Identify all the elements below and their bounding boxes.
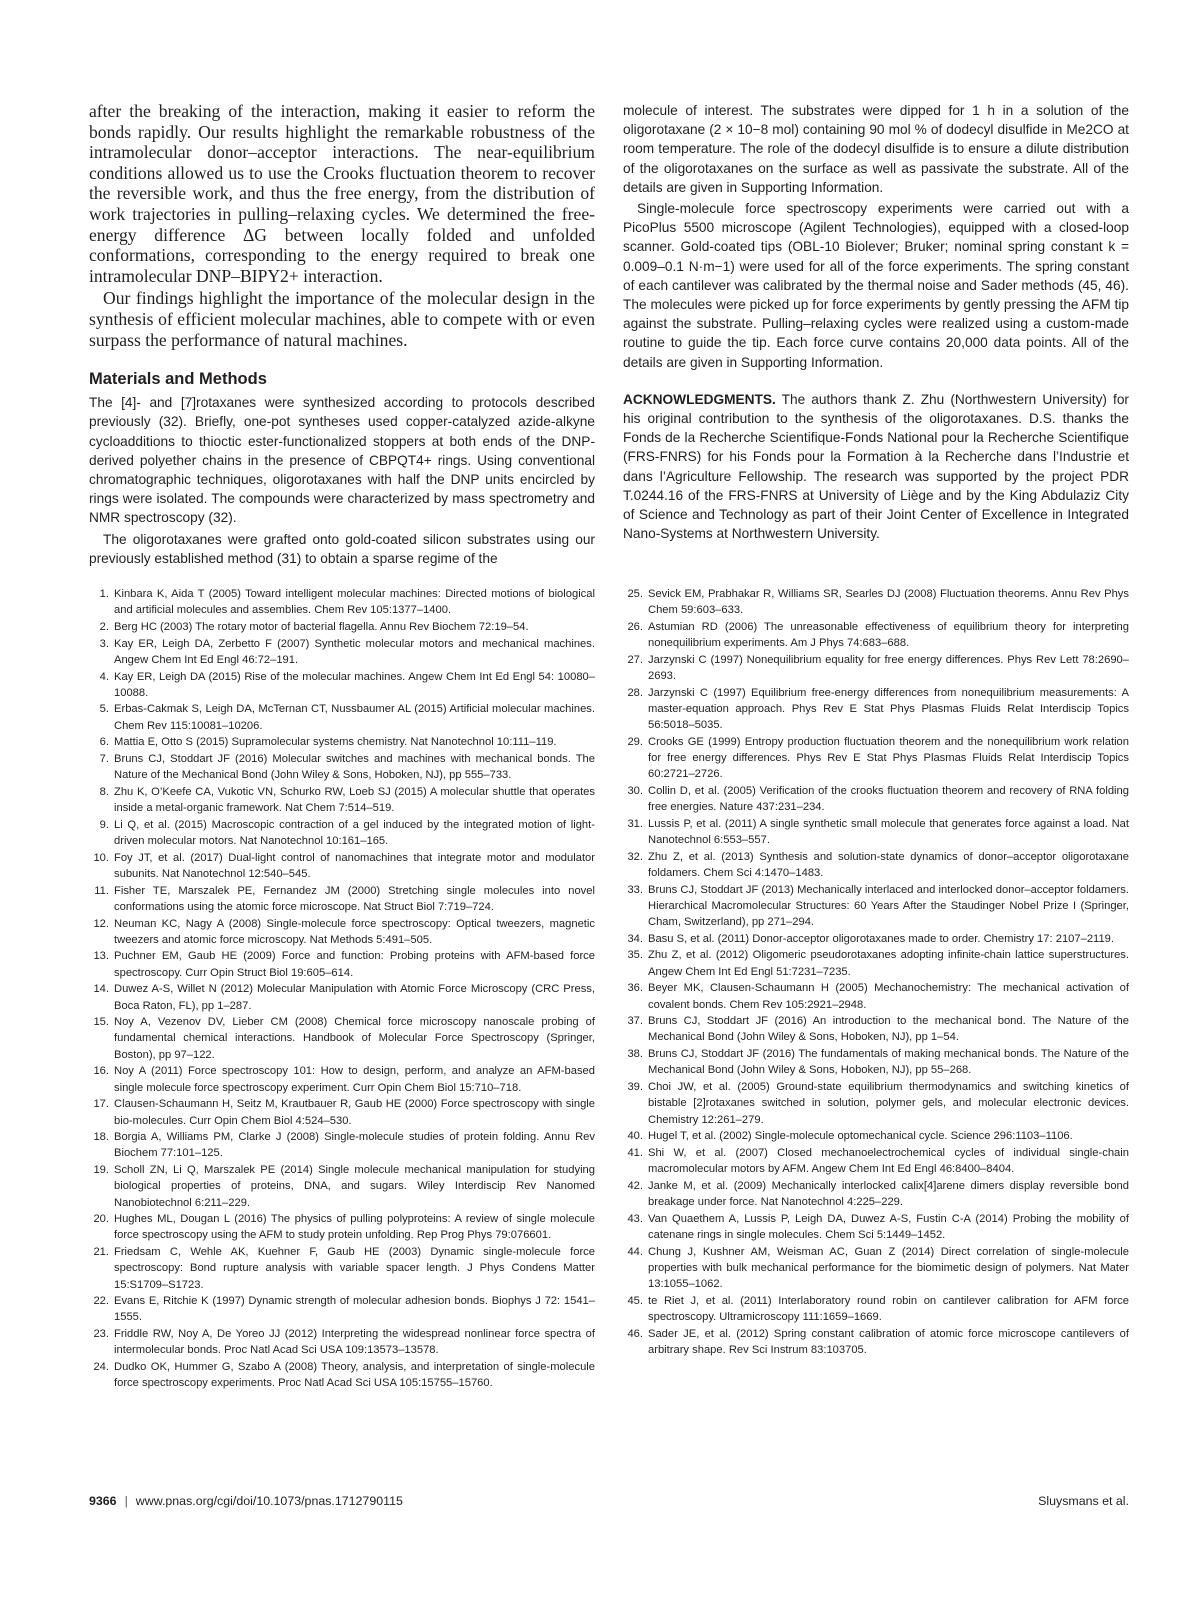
reference-number: 1. bbox=[99, 588, 109, 600]
reference-text: Noy A, Vezenov DV, Lieber CM (2008) Chemical force microscopy nanoscale probing of fundamental chemical interactions. Handbook of Molecular Force Spectroscopy (Springer, Boston), pp 97–122. bbox=[114, 1016, 595, 1061]
reference-item bbox=[89, 817, 595, 849]
reference-number: 21. bbox=[93, 1246, 109, 1259]
reference-item bbox=[623, 1178, 1129, 1210]
reference-number: 25. bbox=[627, 588, 643, 600]
reference-text: Hugel T, et al. (2002) Single-molecule optomechanical cycle. Science 296:1103–1106. bbox=[648, 1130, 1073, 1143]
reference-item bbox=[623, 1326, 1129, 1358]
reference-item bbox=[89, 734, 595, 750]
reference-text: Clausen-Schaumann H, Seitz M, Krautbauer R, Gaub HE (2000) Force spectroscopy with single bio-molecules. Curr Opin Chem Biol 4:524–530. bbox=[114, 1098, 595, 1127]
reference-text: Choi JW, et al. (2005) Ground-state equilibrium thermodynamics and switching kinetics of bistable [2]rotaxanes switched in solution, polymer gels, and molecular electronic devices. Chemistry 12:261–279. bbox=[648, 1081, 1129, 1126]
reference-number: 6. bbox=[99, 736, 109, 749]
reference-item bbox=[89, 1244, 595, 1293]
reference-item bbox=[89, 619, 595, 635]
reference-number: 16. bbox=[93, 1065, 109, 1078]
reference-text: Sader JE, et al. (2012) Spring constant calibration of atomic force microscope cantilevers of arbitrary shape. Rev Sci Instrum 83:103705. bbox=[648, 1327, 1129, 1356]
reference-number: 34. bbox=[627, 932, 643, 945]
reference-number: 35. bbox=[627, 949, 643, 962]
reference-text: Li Q, et al. (2015) Macroscopic contraction of a gel induced by the integrated motion of light-driven molecular motors. Nat Nanotechnol 10:161–165. bbox=[114, 818, 595, 848]
reference-number: 7. bbox=[99, 753, 109, 766]
reference-item bbox=[89, 1293, 595, 1325]
reference-number: 8. bbox=[99, 785, 109, 798]
body-paragraph: molecule of interest. The substrates were dipped for 1 h in a solution of the oligorotaxane (2 × 10−8 mol) containing 90 mol % of dodecyl disulfide in Me2CO at room temperature. The role of the dodecyl disulfide is to ensure a dilute distribution of the oligorotaxanes on the surface as well as passivate the substrate. All of the details are given in Supporting Information. bbox=[623, 103, 1129, 195]
reference-text: Zhu K, O’Keefe CA, Vukotic VN, Schurko RW, Loeb SJ (2015) A molecular shuttle that operates inside a metal-organic framework. Nat Chem 7:514–519. bbox=[114, 785, 595, 815]
reference-number: 29. bbox=[627, 735, 643, 748]
reference-item bbox=[89, 784, 595, 816]
reference-item bbox=[89, 1211, 595, 1243]
reference-number: 40. bbox=[627, 1130, 643, 1143]
reference-item bbox=[89, 981, 595, 1013]
right-column bbox=[623, 101, 1129, 543]
reference-item bbox=[623, 1013, 1129, 1045]
reference-number: 43. bbox=[627, 1212, 643, 1225]
reference-text: Fisher TE, Marszalek PE, Fernandez JM (2000) Stretching single molecules into novel conformations using the atomic force microscope. Nat Struct Biol 7:719–724. bbox=[114, 884, 595, 913]
reference-text: te Riet J, et al. (2011) Interlaboratory round robin on cantilever calibration for AFM force spectroscopy. Ultramicroscopy 111:1659–1669. bbox=[648, 1294, 1129, 1323]
reference-item bbox=[623, 1128, 1129, 1144]
reference-number: 12. bbox=[93, 917, 109, 930]
reference-item bbox=[623, 1145, 1129, 1177]
reference-text: Erbas-Cakmak S, Leigh DA, McTernan CT, Nussbaumer AL (2015) Artificial molecular machines. Chem Rev 115:10081–10206. bbox=[114, 703, 595, 732]
reference-text: Beyer MK, Clausen-Schaumann H (2005) Mechanochemistry: The mechanical activation of covalent bonds. Chem Rev 105:2921–2948. bbox=[648, 982, 1129, 1011]
reference-text: Scholl ZN, Li Q, Marszalek PE (2014) Single molecule mechanical manipulation for studying biological properties of proteins, DNA, and sugars. Wiley Interdiscip Rev Nanomed Nanobiotechnol 6:211–229. bbox=[114, 1164, 595, 1209]
reference-number: 42. bbox=[627, 1179, 643, 1192]
reference-number: 27. bbox=[627, 653, 643, 666]
reference-number: 37. bbox=[627, 1015, 643, 1028]
acknowledgments-text: The authors thank Z. Zhu (Northwestern University) for his original contribution to the synthesis of the oligorotaxanes. D.S. thanks the Fonds de la Recherche Scientifique-Fonds National pour la Recherche Scientifique (FRS-FNRS) for his Fonds pour la Formation à la Recherche dans l’Industrie et dans l’Agriculture Fellowship. The research was supported by the project PDR T.0244.16 of the FRS-FNRS at University of Liège and by the King Abdulaziz City of Science and Technology as part of their Joint Center of Excellence in Integrated Nano-Systems at Northwestern University. bbox=[623, 391, 1129, 542]
reference-number: 26. bbox=[627, 620, 643, 633]
reference-text: Kay ER, Leigh DA (2015) Rise of the molecular machines. Angew Chem Int Ed Engl 54: 10080–10088. bbox=[114, 670, 595, 699]
reference-item bbox=[623, 586, 1129, 618]
reference-item bbox=[623, 685, 1129, 734]
reference-number: 10. bbox=[93, 851, 109, 864]
reference-number: 13. bbox=[93, 950, 109, 963]
page-footer bbox=[89, 1494, 1129, 1508]
reference-item bbox=[623, 947, 1129, 979]
reference-item bbox=[89, 1326, 595, 1358]
reference-text: Noy A (2011) Force spectroscopy 101: How to design, perform, and analyze an AFM-based single molecule force spectroscopy experiment. Curr Opin Chem Biol 15:710–718. bbox=[114, 1065, 595, 1094]
reference-number: 5. bbox=[99, 703, 109, 716]
reference-text: Hughes ML, Dougan L (2016) The physics of pulling polyproteins: A review of single molecule force spectroscopy using the AFM to study protein unfolding. Rep Prog Phys 79:076601. bbox=[114, 1213, 595, 1242]
references-left bbox=[89, 586, 595, 1392]
body-paragraph: Single-molecule force spectroscopy experiments were carried out with a PicoPlus 5500 microscope (Agilent Technologies), equipped with a closed-loop scanner. Gold-coated tips (OBL-10 Biolever; Bruker; nominal spring constant k = 0.009–0.1 N·m−1) were used for all of the force experiments. The spring constant of each cantilever was calibrated by the thermal noise and Sader methods (45, 46). The molecules were picked up for force experiments by gently pressing the AFM tip against the substrate. Pulling–relaxing cycles were realized using a custom-made routine to guide the tip. Each force curve contains 20,000 data points. All of the details are given in Supporting Information. bbox=[623, 201, 1129, 370]
reference-number: 14. bbox=[93, 983, 109, 996]
reference-item bbox=[89, 1162, 595, 1211]
footer-separator: | bbox=[124, 1494, 128, 1508]
reference-item bbox=[623, 783, 1129, 815]
reference-number: 44. bbox=[627, 1245, 643, 1258]
reference-number: 19. bbox=[93, 1164, 109, 1177]
reference-item bbox=[89, 1129, 595, 1161]
reference-number: 38. bbox=[627, 1048, 643, 1061]
reference-text: Berg HC (2003) The rotary motor of bacterial flagella. Annu Rev Biochem 72:19–54. bbox=[114, 620, 529, 633]
reference-text: Borgia A, Williams PM, Clarke J (2008) Single-molecule studies of protein folding. Annu Rev Biochem 77:101–125. bbox=[114, 1131, 595, 1160]
reference-number: 33. bbox=[627, 883, 643, 896]
reference-text: Lussis P, et al. (2011) A single synthetic small molecule that generates force against a load. Nat Nanotechnol 6:553–557. bbox=[648, 817, 1129, 847]
reference-item bbox=[89, 751, 595, 783]
acknowledgments bbox=[623, 390, 1129, 544]
acknowledgments-title: ACKNOWLEDGMENTS. bbox=[623, 391, 776, 407]
reference-item bbox=[623, 1079, 1129, 1128]
reference-item bbox=[623, 1046, 1129, 1078]
reference-item bbox=[89, 948, 595, 980]
reference-item bbox=[89, 883, 595, 915]
reference-item bbox=[623, 1244, 1129, 1293]
section-heading: Materials and Methods bbox=[89, 370, 267, 389]
reference-number: 28. bbox=[627, 686, 643, 699]
reference-text: Basu S, et al. (2011) Donor-acceptor oligorotaxanes made to order. Chemistry 17: 2107–2119. bbox=[648, 932, 1114, 945]
reference-text: Zhu Z, et al. (2013) Synthesis and solution-state dynamics of donor–acceptor oligorotaxane foldamers. Chem Sci 4:1470–1483. bbox=[648, 850, 1129, 879]
reference-text: Duwez A-S, Willet N (2012) Molecular Manipulation with Atomic Force Microscopy (CRC Press, Boca Raton, FL), pp 1–287. bbox=[114, 983, 595, 1012]
body-paragraph: Our findings highlight the importance of the molecular design in the synthesis of efficient molecular machines, able to compete with or even surpass the performance of natural machines. bbox=[89, 288, 595, 350]
reference-number: 41. bbox=[627, 1146, 643, 1159]
references-right bbox=[623, 586, 1129, 1359]
reference-text: Bruns CJ, Stoddart JF (2013) Mechanically interlaced and interlocked donor–acceptor foldamers. Hierarchical Macromolecular Structures: 60 Years After the Staudinger Nobel Prize I (Springer, Cham, Switzerland), pp 271–294. bbox=[648, 883, 1129, 929]
reference-item bbox=[623, 1211, 1129, 1243]
body-paragraph: The [4]- and [7]rotaxanes were synthesized according to protocols described previously (32). Briefly, one-pot syntheses used copper-catalyzed azide-alkyne cycloadditions to thioctic ester-functionalized stoppers at both ends of the DNP-derived polyether chains in the presence of CBPQT4+ rings. Using conventional chromatographic techniques, oligorotaxanes with half the DNP units encircled by rings were isolated. The compounds were characterized by mass spectrometry and NMR spectroscopy (32). bbox=[89, 395, 595, 526]
running-authors: Sluysmans et al. bbox=[1038, 1494, 1129, 1508]
reference-text: Kay ER, Leigh DA, Zerbetto F (2007) Synthetic molecular motors and mechanical machines. Angew Chem Int Ed Engl 46:72–191. bbox=[114, 637, 595, 666]
reference-item bbox=[89, 850, 595, 882]
page-number: 9366 bbox=[89, 1494, 117, 1508]
reference-item bbox=[89, 1014, 595, 1063]
reference-item bbox=[623, 849, 1129, 881]
reference-number: 30. bbox=[627, 784, 643, 797]
reference-number: 4. bbox=[99, 670, 109, 683]
reference-number: 23. bbox=[93, 1328, 109, 1341]
reference-item bbox=[623, 816, 1129, 848]
reference-item bbox=[89, 916, 595, 948]
reference-text: Evans E, Ritchie K (1997) Dynamic strength of molecular adhesion bonds. Biophys J 72: 1541–1555. bbox=[114, 1295, 595, 1324]
reference-item bbox=[623, 1293, 1129, 1325]
reference-number: 31. bbox=[627, 817, 643, 830]
reference-text: Astumian RD (2006) The unreasonable effectiveness of equilibrium theory for interpreting nonequilibrium experiments. Am J Phys 74:683–688. bbox=[648, 620, 1129, 650]
reference-number: 9. bbox=[99, 818, 109, 831]
reference-text: Van Quaethem A, Lussis P, Leigh DA, Duwez A-S, Fustin C-A (2014) Probing the mobility of catenane rings in single molecules. Chem Sci 5:1449–1452. bbox=[648, 1212, 1129, 1241]
reference-item bbox=[89, 586, 595, 618]
reference-item bbox=[89, 1359, 595, 1391]
reference-text: Jarzynski C (1997) Nonequilibrium equality for free energy differences. Phys Rev Lett 78:2690–2693. bbox=[648, 653, 1129, 683]
reference-number: 20. bbox=[93, 1213, 109, 1226]
reference-text: Crooks GE (1999) Entropy production fluctuation theorem and the nonequilibrium work relation for free energy differences. Phys Rev E Stat Phys Plasmas Fluids Relat Interdiscip Topics 60:2721–2726. bbox=[648, 735, 1129, 781]
reference-number: 32. bbox=[627, 850, 643, 863]
reference-item bbox=[89, 1063, 595, 1095]
doi-link[interactable]: www.pnas.org/cgi/doi/10.1073/pnas.1712790115 bbox=[135, 1494, 403, 1508]
reference-number: 18. bbox=[93, 1131, 109, 1144]
reference-text: Sevick EM, Prabhakar R, Williams SR, Searles DJ (2008) Fluctuation theorems. Annu Rev Phys Chem 59:603–633. bbox=[648, 588, 1129, 617]
reference-text: Bruns CJ, Stoddart JF (2016) The fundamentals of making mechanical bonds. The Nature of the Mechanical Bond (John Wiley & Sons, Hoboken, NJ), pp 55–268. bbox=[648, 1048, 1129, 1077]
reference-number: 46. bbox=[627, 1327, 643, 1340]
reference-item bbox=[623, 980, 1129, 1012]
reference-number: 15. bbox=[93, 1016, 109, 1029]
reference-number: 39. bbox=[627, 1081, 643, 1094]
reference-text: Bruns CJ, Stoddart JF (2016) An introduction to the mechanical bond. The Nature of the Mechanical Bond (John Wiley & Sons, Hoboken, NJ), pp 1–54. bbox=[648, 1015, 1129, 1044]
reference-text: Chung J, Kushner AM, Weisman AC, Guan Z (2014) Direct correlation of single-molecule properties with bulk mechanical performance for the biomimetic design of polymers. Nat Mater 13:1055–1062. bbox=[648, 1245, 1129, 1291]
reference-text: Zhu Z, et al. (2012) Oligomeric pseudorotaxanes adopting infinite-chain lattice superstructures. Angew Chem Int Ed Engl 51:7231–7235. bbox=[648, 949, 1129, 978]
reference-item bbox=[89, 636, 595, 668]
reference-text: Janke M, et al. (2009) Mechanically interlocked calix[4]arene dimers display reversible bond breakage under force. Nat Nanotechnol 4:225–229. bbox=[648, 1179, 1129, 1209]
reference-item bbox=[623, 619, 1129, 651]
reference-text: Dudko OK, Hummer G, Szabo A (2008) Theory, analysis, and interpretation of single-molecule force spectroscopy experiments. Proc Natl Acad Sci USA 105:15755–15760. bbox=[114, 1361, 595, 1390]
body-paragraph: The oligorotaxanes were grafted onto gold-coated silicon substrates using our previously established method (31) to obtain a sparse regime of the bbox=[89, 531, 595, 566]
reference-text: Collin D, et al. (2005) Verification of the crooks fluctuation theorem and recovery of RNA folding free energies. Nature 437:231–234. bbox=[648, 784, 1129, 814]
reference-item bbox=[89, 1096, 595, 1128]
reference-text: Mattia E, Otto S (2015) Supramolecular systems chemistry. Nat Nanotechnol 10:111–119. bbox=[114, 736, 557, 749]
reference-item bbox=[623, 652, 1129, 684]
reference-text: Kinbara K, Aida T (2005) Toward intelligent molecular machines: Directed motions of biological and artificial molecules and assemblies. Chem Rev 105:1377–1400. bbox=[114, 588, 595, 617]
body-paragraph: after the breaking of the interaction, making it easier to reform the bonds rapidly. Our results highlight the remarkable robustness of the intramolecular donor–acceptor interactions. The near-equilibrium conditions allowed us to use the Crooks fluctuation theorem to recover the reversible work, and thus the free energy, from the distribution of work trajectories in pulling–relaxing cycles. We determined the free-energy difference ΔG between locally folded and unfolded conformations, corresponding to the energy required to break one intramolecular DNP–BIPY2+ interaction. bbox=[89, 101, 595, 286]
reference-text: Bruns CJ, Stoddart JF (2016) Molecular switches and machines with mechanical bonds. The Nature of the Mechanical Bond (John Wiley & Sons, Hoboken, NJ), pp 555–733. bbox=[114, 753, 595, 782]
reference-item bbox=[89, 669, 595, 701]
reference-text: Shi W, et al. (2007) Closed mechanoelectrochemical cycles of individual single-chain macromolecular motors by AFM. Angew Chem Int Ed Engl 46:8400–8404. bbox=[648, 1146, 1129, 1176]
reference-text: Friedsam C, Wehle AK, Kuehner F, Gaub HE (2003) Dynamic single-molecule force spectroscopy: Bond rupture analysis with variable spacer length. J Phys Condens Matter 15:S1709–S1723. bbox=[114, 1246, 595, 1291]
reference-number: 22. bbox=[93, 1295, 109, 1308]
reference-number: 36. bbox=[627, 982, 643, 995]
reference-item bbox=[623, 734, 1129, 783]
reference-text: Jarzynski C (1997) Equilibrium free-energy differences from nonequilibrium measurements: A master-equation approach. Phys Rev E Stat Phys Plasmas Fluids Relat Interdiscip Topics 56:5018–5035. bbox=[648, 686, 1129, 732]
reference-item bbox=[623, 931, 1129, 947]
left-column bbox=[89, 101, 595, 568]
reference-number: 17. bbox=[93, 1098, 109, 1111]
reference-number: 2. bbox=[99, 620, 109, 633]
reference-text: Puchner EM, Gaub HE (2009) Force and function: Probing proteins with AFM-based force spectroscopy. Curr Opin Struct Biol 19:605–614. bbox=[114, 950, 595, 979]
reference-text: Foy JT, et al. (2017) Dual-light control of nanomachines that integrate motor and modulator subunits. Nat Nanotechnol 12:540–545. bbox=[114, 851, 595, 880]
reference-item bbox=[623, 882, 1129, 931]
reference-number: 11. bbox=[94, 884, 109, 897]
reference-number: 45. bbox=[627, 1294, 643, 1307]
reference-item bbox=[89, 701, 595, 733]
reference-text: Neuman KC, Nagy A (2008) Single-molecule force spectroscopy: Optical tweezers, magnetic tweezers and atomic force microscopy. Nat Methods 5:491–505. bbox=[114, 917, 595, 946]
reference-number: 3. bbox=[99, 637, 109, 650]
reference-number: 24. bbox=[93, 1361, 109, 1374]
reference-text: Friddle RW, Noy A, De Yoreo JJ (2012) Interpreting the widespread nonlinear force spectra of intermolecular bonds. Proc Natl Acad Sci USA 109:13573–13578. bbox=[114, 1328, 595, 1357]
